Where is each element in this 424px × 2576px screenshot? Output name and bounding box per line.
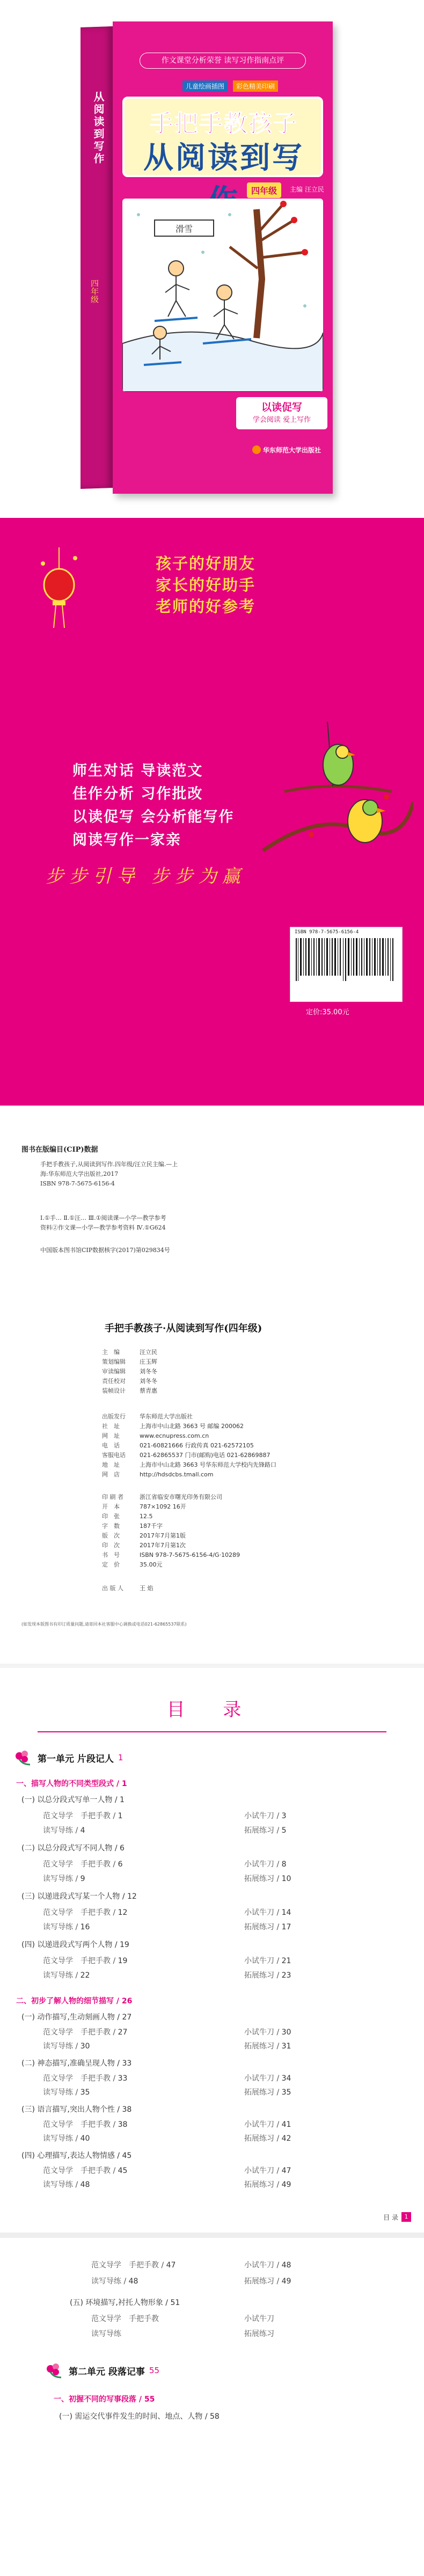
book-front-cover — [113, 21, 333, 494]
exercise-page: 10 — [281, 1875, 291, 1883]
toc-exercise-e[interactable]: 拓展练习 / 10 — [244, 1875, 291, 1883]
print-row — [102, 1512, 381, 1521]
publisher-logo-icon — [252, 445, 261, 454]
publish-value: 上海市中山北路 3663 号 邮编 200062 — [140, 1423, 244, 1430]
unit-1-page: 1 — [118, 1753, 123, 1762]
print-key: 定 价 — [102, 1561, 120, 1568]
exercise-label: 拓展练习 — [244, 1923, 274, 1931]
publish-row — [102, 1470, 381, 1480]
toc-exercise-c[interactable]: 小试牛刀 / 41 — [244, 2120, 291, 2129]
barcode-icon — [296, 938, 398, 981]
exercise-page: 27 — [118, 2028, 128, 2037]
publish-key: 电 话 — [102, 1442, 120, 1449]
exercise-label: 小试牛刀 — [244, 1812, 274, 1820]
print-value: 35.00元 — [140, 1561, 163, 1568]
cover-title-line2: 从阅读到写 — [143, 141, 304, 175]
exercise-label: 手把手教 — [81, 2120, 111, 2129]
page-footer — [383, 2212, 411, 2222]
print-value: 2017年7月第1次 — [140, 1542, 186, 1549]
exercise-label: 范文导学 — [43, 1908, 73, 1917]
print-key: 印 刷 者 — [102, 1494, 123, 1501]
exercise-page: 3 — [281, 1812, 287, 1820]
toc-exercise-a[interactable]: 范文导学 手把手教 / 45 — [43, 2167, 128, 2175]
cover-publisher: 华东师范大学出版社 — [263, 447, 321, 454]
credit-row — [102, 1377, 381, 1386]
back-cover-section — [0, 518, 424, 1106]
exercise-label: 读写导练 — [43, 1923, 73, 1931]
exercise-label: 范文导学 — [43, 2028, 73, 2037]
exercise-page: 45 — [118, 2167, 128, 2175]
toc-exercise-c[interactable]: 小试牛刀 / 14 — [244, 1908, 291, 1917]
cover-editor: 主编 汪立民 — [290, 186, 324, 193]
exercise-label: 范文导学 — [43, 1860, 73, 1869]
cip-book-title: 手把手教孩子·从阅读到写作(四年级) — [105, 1323, 262, 1334]
cip-record-line: 手把手教孩子,从阅读到写作.四年级/汪立民主编.—上 — [40, 1161, 178, 1168]
exercise-page: 42 — [281, 2134, 291, 2143]
exercise-page: 17 — [281, 1923, 291, 1931]
credit-value: 庄玉辉 — [140, 1358, 157, 1365]
cip-heading: 图书在版编目(CIP)数据 — [21, 1146, 98, 1154]
exercise-page: 4 — [80, 1826, 85, 1835]
cip-subject-line: 资料②作文课—小学—教学参考资料 Ⅳ.①G624 — [40, 1224, 166, 1231]
print-key: 印 次 — [102, 1542, 120, 1549]
print-key: 书 号 — [102, 1552, 120, 1558]
toc-exercise-a[interactable]: 范文导学 手把手教 / 1 — [43, 1812, 123, 1820]
toc-section-2[interactable]: 二、初步了解人物的细节描写 / 26 — [16, 1997, 133, 2006]
exercise-label: 范文导学 — [43, 1957, 73, 1965]
exercise-label: 手把手教 — [129, 2315, 159, 2323]
credit-value: 汪立民 — [140, 1349, 157, 1356]
exercise-label: 小试牛刀 — [244, 2074, 274, 2083]
exercise-label: 读写导练 — [43, 2088, 73, 2097]
publish-row — [102, 1460, 381, 1470]
winter-scene-illustration — [122, 199, 323, 392]
publish-row — [102, 1431, 381, 1441]
unit-2-label: 第二单元 段落记事 — [69, 2366, 145, 2377]
print-row — [102, 1541, 381, 1550]
cip-footer-note: (如发现本版图书有印订质量问题,请寄回本社客服中心调换或电话021-62865537联系) — [21, 1622, 187, 1627]
print-row — [102, 1521, 381, 1531]
exercise-page: 30 — [80, 2042, 90, 2051]
toc-exercise-c[interactable]: 小试牛刀 / 34 — [244, 2074, 291, 2083]
exercise-label: 拓展练习 — [244, 2134, 274, 2143]
exercise-label: 手把手教 — [81, 2028, 111, 2037]
lantern-icon — [38, 547, 81, 633]
toc-exercise-a[interactable]: 范文导学 手把手教 / 27 — [43, 2028, 128, 2037]
exercise-label: 范文导学 — [91, 2261, 121, 2270]
toc-exercise-d[interactable] — [91, 2328, 121, 2339]
footer-label: 目 录 — [383, 2213, 398, 2221]
publish-row — [102, 1412, 381, 1422]
toc-exercise-d[interactable]: 读写导练 / 9 — [43, 1875, 85, 1883]
exercise-label: 读写导练 — [43, 1971, 73, 1980]
publish-key: 网 店 — [102, 1471, 120, 1478]
publish-value: 华东师范大学出版社 — [140, 1413, 193, 1420]
credit-value: 刘冬冬 — [140, 1378, 157, 1385]
cip-number: 中国版本图书馆CIP数据核字(2017)第029834号 — [40, 1247, 170, 1254]
toc-exercise-d[interactable]: 读写导练 / 40 — [43, 2134, 90, 2143]
blurb-line: 老师的好参考 — [156, 597, 256, 616]
exercise-page: 48 — [281, 2261, 291, 2270]
print-value: 187千字 — [140, 1523, 163, 1529]
exercise-page: 30 — [281, 2028, 291, 2037]
exercise-page: 9 — [80, 1875, 85, 1883]
toc-page-1 — [0, 1664, 424, 2233]
exercise-label: 小试牛刀 — [244, 2315, 274, 2323]
exercise-page: 34 — [281, 2074, 291, 2083]
credit-row — [102, 1367, 381, 1377]
exercise-page: 12 — [118, 1908, 128, 1917]
toc-section-3[interactable]: 一、初握不同的写事段落 / 55 — [54, 2395, 155, 2404]
credit-row — [102, 1348, 381, 1357]
exercise-label: 小试牛刀 — [244, 1957, 274, 1965]
exercise-label: 手把手教 — [81, 1812, 111, 1820]
exercise-label: 读写导练 — [43, 2134, 73, 2143]
exercise-label: 读写导练 — [43, 2042, 73, 2051]
cip-record-block — [40, 1160, 389, 1189]
print-row — [102, 1492, 381, 1502]
toc-exercise-e[interactable] — [244, 2328, 274, 2339]
toc-entry[interactable]: (一) 以总分段式写单一人物 / 1 — [21, 1796, 125, 1804]
exercise-page: 6 — [118, 1860, 123, 1869]
exercise-page: 22 — [80, 1971, 90, 1980]
exercise-label: 手把手教 — [81, 2167, 111, 2175]
exercise-label: 拓展练习 — [244, 1875, 274, 1883]
exercise-page: 35 — [80, 2088, 90, 2097]
exercise-label: 读写导练 — [91, 2277, 121, 2286]
cip-subject-block — [40, 1213, 389, 1233]
toc-exercise-c[interactable]: 小试牛刀 / 21 — [244, 1957, 291, 1965]
isbn-text: ISBN 978-7-5675-6156-4 — [295, 930, 359, 935]
publish-value: 上海市中山北路 3663 号华东师范大学校内先锋路口 — [140, 1461, 276, 1468]
exercise-label: 小试牛刀 — [244, 2120, 274, 2129]
toc-exercise-a[interactable]: 范文导学 手把手教 / 6 — [43, 1860, 123, 1869]
toc-entry[interactable]: (四) 以递进段式写两个人物 / 19 — [21, 1941, 129, 1949]
exercise-page: 48 — [128, 2277, 138, 2286]
toc-exercise-d[interactable]: 读写导练 / 48 — [91, 2277, 138, 2286]
spine-title: 从阅读到写作 — [92, 91, 105, 166]
exercise-page: 19 — [118, 1957, 128, 1965]
publish-value: 021-60821666 行政传真 021-62572105 — [140, 1442, 254, 1449]
credit-row — [102, 1386, 381, 1396]
cip-record-line: ISBN 978-7-5675-6156-4 — [40, 1180, 115, 1187]
credit-key: 审读编辑 — [102, 1368, 126, 1375]
badge-color-print: 彩色精美印刷 — [233, 80, 278, 92]
toc-title: 目 录 — [166, 1699, 258, 1721]
spine-grade: 四年级 — [90, 279, 99, 304]
book-cover-section — [0, 0, 424, 518]
toc-exercise-c[interactable]: 小试牛刀 / 47 — [244, 2167, 291, 2175]
back-features — [72, 759, 234, 852]
exercise-label: 小试牛刀 — [244, 2167, 274, 2175]
toc-entry[interactable]: (四) 心理描写,表达人物情感 / 45 — [21, 2151, 132, 2160]
back-blurb — [156, 553, 255, 617]
credit-key: 策划编辑 — [102, 1358, 126, 1365]
exercise-page: 48 — [80, 2180, 90, 2189]
publish-value: http://hdsdcbs.tmall.com — [140, 1471, 214, 1478]
feature-line: 师生对话 导读范文 — [72, 763, 203, 779]
exercise-label: 范文导学 — [43, 2120, 73, 2129]
cover-slogan — [236, 397, 327, 429]
toc-exercise-e[interactable]: 拓展练习 / 23 — [244, 1971, 291, 1980]
exercise-label: 小试牛刀 — [244, 1908, 274, 1917]
toc-exercise-e[interactable]: 拓展练习 / 42 — [244, 2134, 291, 2143]
publish-key: 社 址 — [102, 1423, 120, 1430]
credit-value: 刘冬冬 — [140, 1368, 157, 1375]
toc-entry[interactable]: (二) 神态描写,准确呈现人物 / 33 — [21, 2059, 132, 2068]
print-key: 字 数 — [102, 1523, 120, 1529]
blurb-line: 家长的好助手 — [156, 576, 256, 594]
exercise-label: 拓展练习 — [244, 2180, 274, 2189]
exercise-label: 读写导练 — [43, 1875, 73, 1883]
print-value: 浙江省临安市曙光印务有限公司 — [140, 1494, 222, 1501]
toc-title-rule — [38, 1731, 386, 1732]
exercise-page: 47 — [281, 2167, 291, 2175]
toc-exercise-e[interactable]: 拓展练习 / 49 — [244, 2180, 291, 2189]
exercise-page: 49 — [281, 2180, 291, 2189]
exercise-page: 41 — [281, 2120, 291, 2129]
exercise-page: 49 — [281, 2277, 291, 2286]
footer-page-number: 1 — [401, 2212, 411, 2222]
exercise-page: 40 — [80, 2134, 90, 2143]
print-key: 开 本 — [102, 1503, 120, 1510]
publisher-sig-value: 王 焰 — [140, 1585, 153, 1592]
print-block — [102, 1492, 381, 1570]
cover-slogan-sub: 学会阅读 爱上写作 — [252, 416, 311, 424]
toc-exercise-c[interactable] — [244, 2313, 274, 2324]
toc-exercise-a[interactable]: 范文导学 手把手教 / 19 — [43, 1957, 128, 1965]
toc-exercise-d[interactable]: 读写导练 / 35 — [43, 2088, 90, 2097]
cover-title-box — [122, 97, 323, 177]
credits-block — [102, 1348, 381, 1396]
exercise-page: 23 — [281, 1971, 291, 1980]
toc-exercise-e[interactable]: 拓展练习 / 49 — [244, 2277, 291, 2286]
birds-illustration — [252, 722, 413, 861]
exercise-label: 读写导练 — [91, 2330, 121, 2338]
isbn-barcode-box — [290, 927, 403, 1002]
toc-entry[interactable]: (二) 以总分段式写不同人物 / 6 — [21, 1844, 125, 1853]
cip-subject-line: Ⅰ.①手… Ⅱ.①汪… Ⅲ.①阅读课—小学—教学参考 — [40, 1214, 166, 1221]
exercise-label: 手把手教 — [129, 2261, 159, 2270]
exercise-page: 35 — [281, 2088, 291, 2097]
credit-key: 装帧设计 — [102, 1387, 126, 1394]
toc-exercise-c[interactable]: 小试牛刀 / 30 — [244, 2028, 291, 2037]
blurb-line: 孩子的好朋友 — [156, 554, 256, 573]
toc-exercise-a[interactable]: 范文导学 手把手教 / 47 — [91, 2261, 176, 2270]
toc-exercise-c[interactable]: 小试牛刀 / 8 — [244, 1860, 287, 1869]
exercise-label: 拓展练习 — [244, 1971, 274, 1980]
exercise-page: 33 — [118, 2074, 128, 2083]
toc-exercise-c[interactable]: 小试牛刀 / 3 — [244, 1812, 287, 1820]
exercise-label: 手把手教 — [81, 1957, 111, 1965]
exercise-label: 手把手教 — [81, 1908, 111, 1917]
cip-record-line: 海:华东师范大学出版社,2017 — [40, 1170, 119, 1177]
print-value: 787×1092 16开 — [140, 1503, 186, 1510]
publish-value: www.ecnupress.com.cn — [140, 1432, 209, 1439]
credit-row — [102, 1357, 381, 1367]
feature-line: 以读促写 会分析能写作 — [72, 809, 235, 825]
exercise-label: 拓展练习 — [244, 2330, 274, 2338]
publish-row — [102, 1451, 381, 1460]
print-row — [102, 1531, 381, 1541]
toc-exercise-a[interactable]: 范文导学 手把手教 / 38 — [43, 2120, 128, 2129]
exercise-label: 手把手教 — [81, 1860, 111, 1869]
exercise-page: 47 — [166, 2261, 176, 2270]
cover-illustration — [122, 199, 323, 392]
publish-key: 网 址 — [102, 1432, 120, 1439]
toc-exercise-a[interactable]: 范文导学 手把手教 / 33 — [43, 2074, 128, 2083]
toc-entry[interactable]: (一) 动作描写,生动刻画人物 / 27 — [21, 2013, 132, 2022]
publisher-sig-key: 出 版 人 — [102, 1585, 123, 1592]
credit-value: 蔡青惠 — [140, 1387, 157, 1394]
publisher-sig-block — [102, 1584, 381, 1593]
exercise-page: 14 — [281, 1908, 291, 1917]
publish-key: 客服电话 — [102, 1452, 126, 1459]
publisher-sig-row — [102, 1584, 381, 1593]
exercise-label: 手把手教 — [81, 2074, 111, 2083]
exercise-label: 范文导学 — [43, 1812, 73, 1820]
exercise-label: 拓展练习 — [244, 2277, 274, 2286]
cover-badges — [182, 80, 278, 92]
toc-page-2 — [0, 2233, 424, 2576]
back-motto: 步步引导 步步为赢 — [46, 866, 246, 887]
print-row — [102, 1550, 381, 1560]
exercise-label: 范文导学 — [91, 2315, 121, 2323]
credit-key: 责任校对 — [102, 1378, 126, 1385]
print-value: 2017年7月第1版 — [140, 1532, 186, 1539]
toc-entry[interactable]: (一) 需运交代事件发生的时间、地点、人物 / 58 — [59, 2412, 220, 2421]
exercise-label: 读写导练 — [43, 2180, 73, 2189]
toc-exercise-a[interactable]: 范文导学 手把手教 / 12 — [43, 1908, 128, 1917]
toc-entry[interactable]: (三) 以递进段式写某一个人物 / 12 — [21, 1892, 137, 1901]
toc-exercise-c[interactable]: 小试牛刀 / 48 — [244, 2261, 291, 2270]
toc-exercise-a[interactable] — [91, 2313, 159, 2324]
exercise-label: 范文导学 — [43, 2074, 73, 2083]
exercise-page: 31 — [281, 2042, 291, 2051]
exercise-label: 小试牛刀 — [244, 2028, 274, 2037]
exercise-label: 读写导练 — [43, 1826, 73, 1835]
exercise-label: 拓展练习 — [244, 1826, 274, 1835]
toc-exercise-e[interactable]: 拓展练习 / 35 — [244, 2088, 291, 2097]
publish-value: 021-62865537 门市(邮购)电话 021-62869887 — [140, 1452, 271, 1459]
unit-2-page: 55 — [149, 2366, 160, 2375]
cover-grade: 四年级 — [247, 182, 281, 198]
cover-top-tag: 作文课堂分析荣誉 读写习作指南点评 — [140, 53, 306, 69]
svg-text:滑雪: 滑雪 — [175, 224, 193, 234]
exercise-page: 1 — [118, 1812, 123, 1820]
credit-key: 主 编 — [102, 1349, 120, 1356]
feature-line: 阅读写作一家亲 — [72, 832, 181, 848]
toc-entry[interactable]: (三) 语言描写,突出人物个性 / 38 — [21, 2105, 132, 2114]
publish-row — [102, 1422, 381, 1431]
unit-1-label: 第一单元 片段记人 — [38, 1753, 114, 1765]
toc-exercise-e[interactable]: 拓展练习 / 31 — [244, 2042, 291, 2051]
unit-2-header — [43, 2361, 159, 2380]
toc-entry[interactable]: (五) 环境描写,衬托人物形象 / 51 — [70, 2299, 180, 2307]
toc-exercise-d[interactable]: 读写导练 / 30 — [43, 2042, 90, 2051]
exercise-page: 16 — [80, 1923, 90, 1931]
publish-key: 出版发行 — [102, 1413, 126, 1420]
toc-exercise-d[interactable]: 读写导练 / 16 — [43, 1923, 90, 1931]
book-spine — [81, 26, 113, 489]
toc-exercise-d[interactable]: 读写导练 / 4 — [43, 1826, 85, 1835]
print-key: 版 次 — [102, 1532, 120, 1539]
exercise-label: 小试牛刀 — [244, 2261, 274, 2270]
exercise-label: 范文导学 — [43, 2167, 73, 2175]
publish-key: 地 址 — [102, 1461, 120, 1468]
toc-section-1[interactable]: 一、描写人物的不同类型段式 / 1 — [16, 1780, 127, 1788]
exercise-page: 21 — [281, 1957, 291, 1965]
exercise-page: 8 — [281, 1860, 287, 1869]
print-row — [102, 1502, 381, 1512]
print-value: ISBN 978-7-5675-6156-4/G·10289 — [140, 1552, 240, 1558]
print-key: 印 张 — [102, 1513, 120, 1520]
exercise-label: 拓展练习 — [244, 2088, 274, 2097]
toc-exercise-d[interactable]: 读写导练 / 22 — [43, 1971, 90, 1980]
book-3d — [81, 21, 333, 494]
cover-title-line1: 手把手教孩子 — [150, 110, 298, 137]
print-row — [102, 1560, 381, 1570]
toc-exercise-e[interactable]: 拓展练习 / 5 — [244, 1826, 287, 1835]
publish-block — [102, 1412, 381, 1480]
exercise-page: 38 — [118, 2120, 128, 2129]
exercise-label: 拓展练习 — [244, 2042, 274, 2051]
cip-page-section — [0, 1106, 424, 1664]
exercise-label: 小试牛刀 — [244, 1860, 274, 1869]
book-price: 定价:35.00元 — [306, 1008, 349, 1016]
publish-row — [102, 1441, 381, 1451]
feature-line: 佳作分析 习作批改 — [72, 786, 203, 802]
toc-exercise-d[interactable]: 读写导练 / 48 — [43, 2180, 90, 2189]
badge-illustration: 儿童绘画插图 — [182, 80, 228, 92]
toc-exercise-e[interactable]: 拓展练习 / 17 — [244, 1923, 291, 1931]
flower-icon — [12, 1748, 33, 1767]
cover-slogan-main: 以读促写 — [261, 401, 302, 413]
print-value: 12.5 — [140, 1513, 153, 1520]
flower-icon — [43, 2361, 64, 2380]
exercise-page: 5 — [281, 1826, 287, 1835]
unit-1-header — [12, 1748, 123, 1767]
